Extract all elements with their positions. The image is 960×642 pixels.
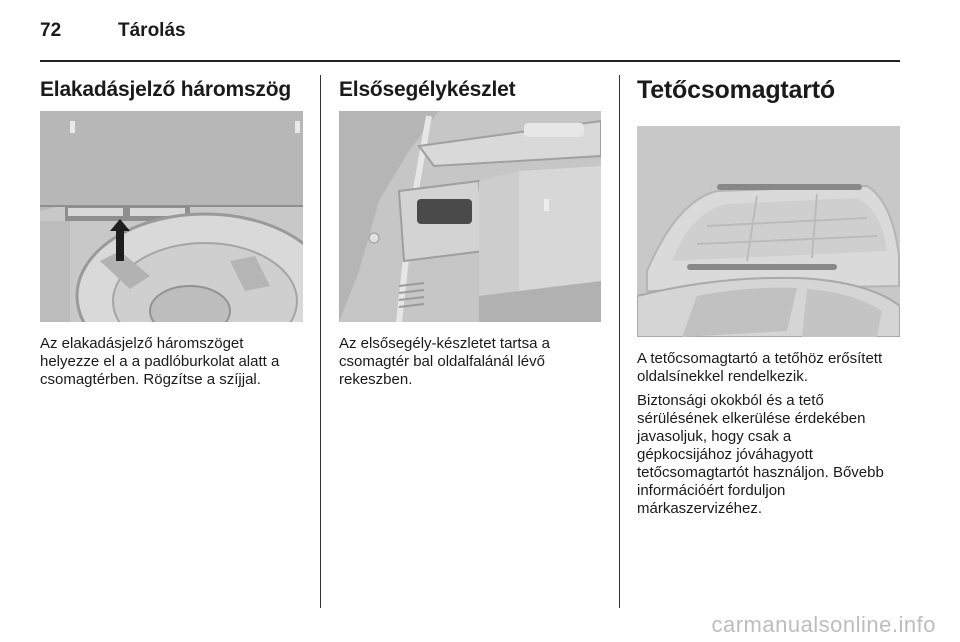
text-line: csomagtér bal oldalfalánál lévő [339, 353, 545, 370]
column-1-title: Elakadásjelző háromszög [40, 78, 291, 101]
column-2-title: Elsősegélykészlet [339, 78, 516, 101]
warning-triangle-illustration [40, 111, 303, 322]
text-line: tetőcsomagtartót használjon. Bővebb [637, 464, 884, 481]
text-line: oldalsínekkel rendelkezik. [637, 368, 808, 385]
text-line: információért forduljon [637, 482, 786, 499]
column-3-paragraph-2 [637, 392, 884, 518]
column-1-paragraph [40, 335, 279, 389]
roof-rack-illustration [637, 126, 900, 337]
column-2-paragraph [339, 335, 550, 389]
column-divider-1 [320, 75, 321, 608]
watermark: carmanualsonline.info [711, 612, 936, 637]
text-line: Az elsősegély-készletet tartsa a [339, 335, 550, 352]
column-3-paragraph-1 [637, 350, 882, 386]
column-3-title: Tetőcsomagtartó [637, 76, 835, 104]
text-line: Az elakadásjelző háromszöget [40, 335, 244, 352]
first-aid-kit-illustration [339, 111, 601, 322]
page-number: 72 [40, 20, 62, 41]
header-rule [40, 60, 900, 62]
column-divider-2 [619, 75, 620, 608]
text-line: Biztonsági okokból és a tető [637, 392, 824, 409]
text-line: rekeszben. [339, 371, 413, 388]
text-line: javasoljuk, hogy csak a [637, 428, 792, 445]
text-line: márkaszervizéhez. [637, 500, 763, 517]
text-line: csomagtérben. Rögzítse a szíjjal. [40, 371, 261, 388]
text-line: sérülésének elkerülése érdekében [637, 410, 866, 427]
text-line: helyezze el a a padlóburkolat alatt a [40, 353, 280, 370]
text-line: A tetőcsomagtartó a tetőhöz erősített [637, 350, 883, 367]
section-title: Tárolás [118, 20, 186, 41]
text-line: gépkocsijához jóváhagyott [637, 446, 813, 463]
